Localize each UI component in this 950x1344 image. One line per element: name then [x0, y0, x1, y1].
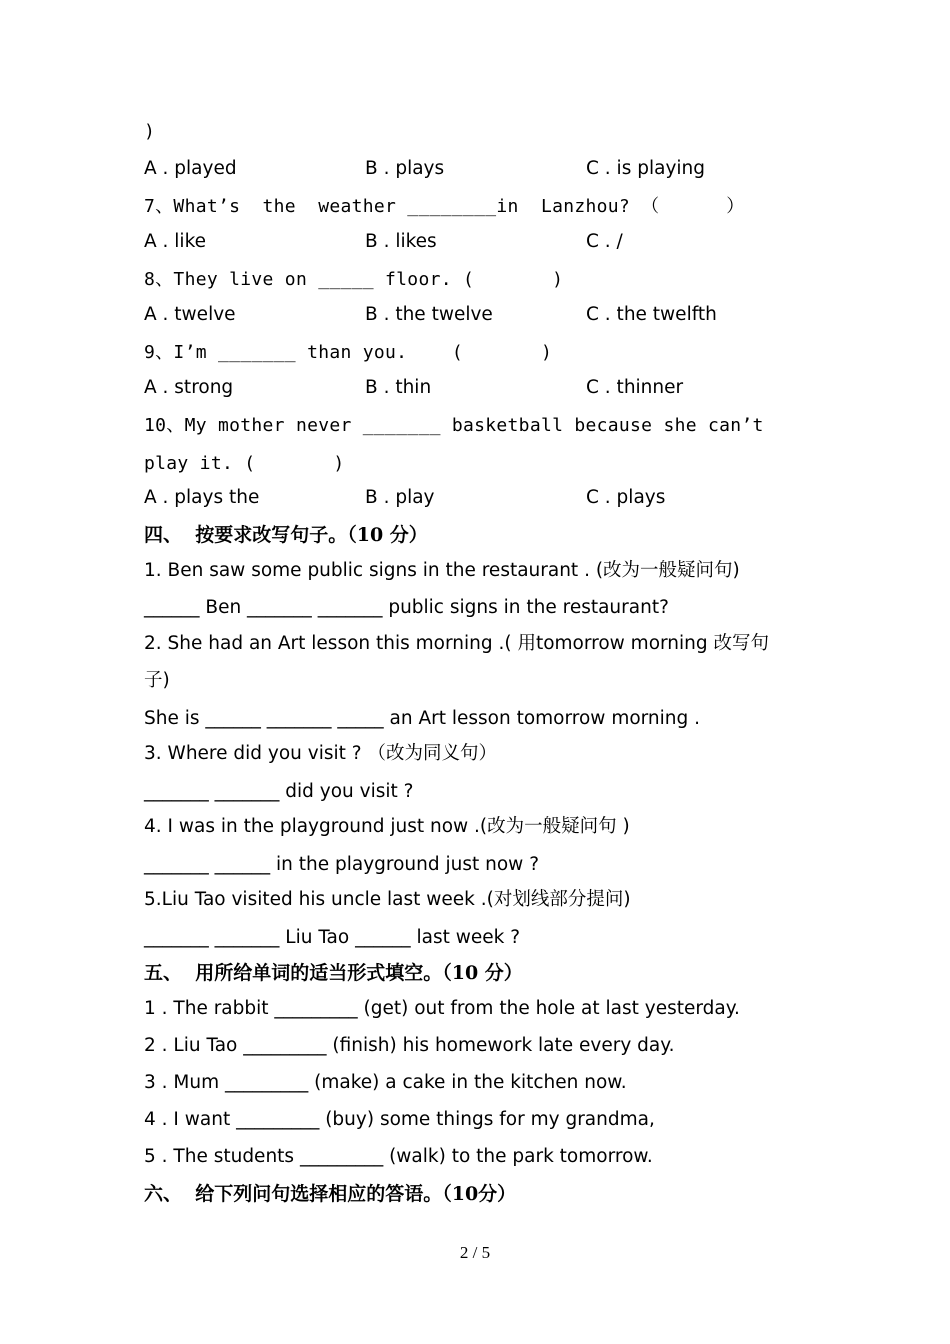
q7-option-b: B . likes [365, 231, 437, 252]
section-5-item: 5 . The students _________ (walk) to the park tomorrow. [144, 1146, 653, 1167]
question-8: 8、They live on _____ floor. ( ) [144, 269, 564, 290]
section-4-item: 4. I was in the playground just now .(改为一般疑问句 ) [144, 816, 630, 837]
q8-option-b: B . the twelve [365, 304, 493, 325]
section-4-item: She is ______ _______ _____ an Art lesson tomorrow morning . [144, 708, 701, 729]
section-5-heading: 五、 用所给单词的适当形式填空。（10 分） [144, 962, 523, 984]
question-9: 9、I’m _______ than you. ( ) [144, 342, 553, 363]
section-4-item: _______ ______ in the playground just now ? [144, 854, 540, 875]
section-4-item: 5.Liu Tao visited his uncle last week .(对划线部分提问) [144, 889, 631, 910]
section-4-item: 子) [144, 670, 170, 691]
page-number: 2 / 5 [459, 1243, 491, 1262]
q10-option-a: A . plays the [144, 487, 260, 508]
question-7: 7、What’s the weather ________in Lanzhou? （ ） [144, 196, 745, 217]
q9-option-a: A . strong [144, 377, 234, 398]
section-5-item: 1 . The rabbit _________ (get) out from the hole at last yesterday. [144, 998, 740, 1019]
section-4-heading: 四、 按要求改写句子。（10 分） [144, 524, 428, 546]
section-6-heading: 六、 给下列问句选择相应的答语。（10分） [144, 1183, 517, 1205]
q10-option-c: C . plays [586, 487, 666, 508]
question-10-line-1: 10、My mother never _______ basketball because she can’t [144, 415, 764, 436]
q10-option-b: B . play [365, 487, 435, 508]
section-5-item: 2 . Liu Tao _________ (finish) his homework late every day. [144, 1035, 675, 1056]
q6-option-c: C . is playing [586, 158, 705, 179]
section-4-item: _______ _______ Liu Tao ______ last week ? [144, 927, 521, 948]
q8-option-c: C . the twelfth [586, 304, 717, 325]
section-5-item: 4 . I want _________ (buy) some things for my grandma, [144, 1109, 655, 1130]
section-4-item: 2. She had an Art lesson this morning .( 用tomorrow morning 改写句 [144, 633, 770, 654]
section-4-item: 3. Where did you visit ? （改为同义句） [144, 743, 497, 764]
question-6-continuation: ) [144, 121, 156, 142]
question-10-line-2: play it. ( ) [144, 453, 345, 474]
section-4-item: _______ _______ did you visit ? [144, 781, 414, 802]
q8-option-a: A . twelve [144, 304, 236, 325]
q6-option-b: B . plays [365, 158, 445, 179]
q6-option-a: A . played [144, 158, 237, 179]
q9-option-b: B . thin [365, 377, 432, 398]
q9-option-c: C . thinner [586, 377, 684, 398]
section-4-item: ______ Ben _______ _______ public signs in the restaurant? [144, 597, 669, 618]
q7-option-a: A . like [144, 231, 207, 252]
section-4-item: 1. Ben saw some public signs in the restaurant . (改为一般疑问句) [144, 560, 740, 581]
section-5-item: 3 . Mum _________ (make) a cake in the kitchen now. [144, 1072, 627, 1093]
q7-option-c: C . / [586, 231, 623, 252]
